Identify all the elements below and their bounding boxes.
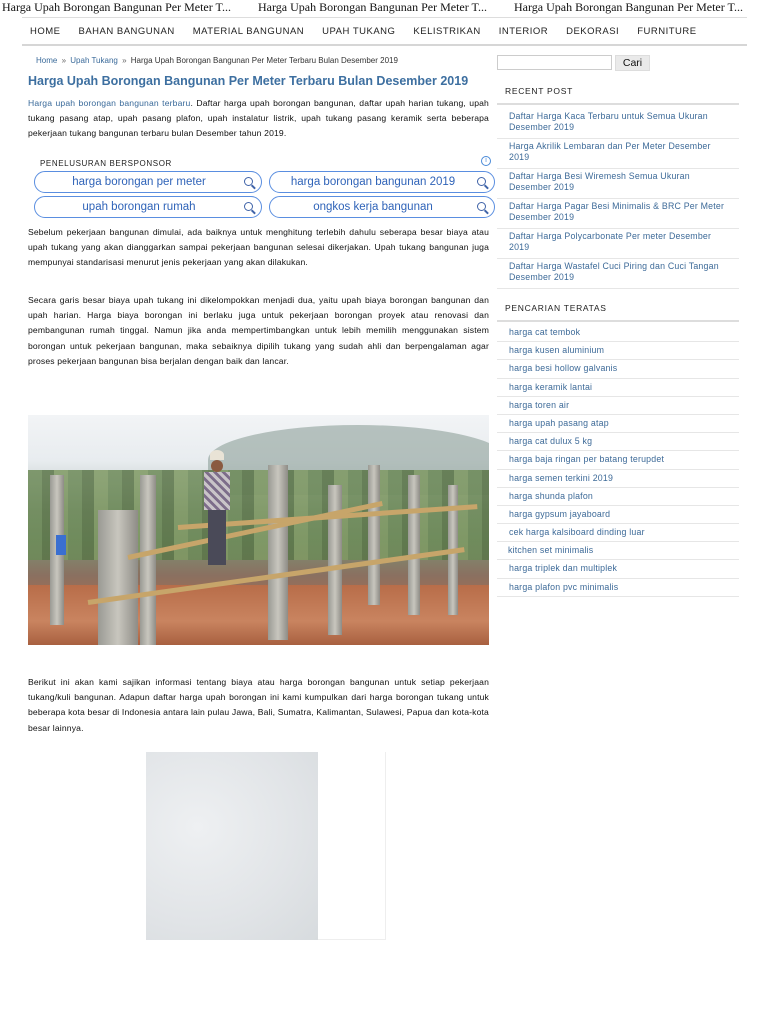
recent-post-link[interactable]: Harga Akrilik Lembaran dan Per Meter Desember 2019 (497, 139, 739, 169)
search-icon (244, 177, 253, 186)
nav-home[interactable]: HOME (30, 25, 61, 37)
breadcrumb-category[interactable]: Upah Tukang (70, 56, 118, 65)
top-search-list (497, 324, 739, 597)
breadcrumb-separator: » (61, 56, 67, 65)
article-paragraph: Secara garis besar biaya upah tukang ini dikelompokkan menjadi dua, yaitu upah biaya borongan bangunan dan upah harian. Harga biaya borongan ini berlaku juga untuk pekerjaan borongan proyek atau renovasi dan pembangunan rumah tinggal. Namun jika anda mempertimbangkan untuk lebih memilih menggunakan sistem borongan untuk pekerjaan bangunan, maka sebaiknya dipilih tukang yang sudah ahli dan berpengalaman agar proses pekerjaan bangunan bisa berjalan dengan baik dan lancar. (28, 295, 489, 366)
sponsored-chip[interactable] (34, 171, 262, 193)
breadcrumb-current: Harga Upah Borongan Bangunan Per Meter Terbaru Bulan Desember 2019 (130, 56, 398, 65)
nav-upah-tukang[interactable]: UPAH TUKANG (322, 25, 396, 37)
nav-material-bangunan[interactable]: MATERIAL BANGUNAN (192, 25, 305, 37)
recent-post-list (497, 109, 739, 289)
top-search-link[interactable]: harga shunda plafon (497, 488, 739, 506)
top-search-link[interactable]: harga gypsum jayaboard (497, 506, 739, 524)
nav-interior[interactable]: INTERIOR (498, 25, 549, 37)
top-search-link[interactable]: harga toren air (497, 397, 739, 415)
sponsored-chip[interactable] (269, 196, 495, 218)
chip-label: ongkos kerja bangunan (313, 201, 433, 213)
intro-text: . Daftar harga upah borongan bangunan, daftar upah harian tukang, upah tukang pasang atap, upah pasang plafon, upah instalatur listrik, upah tukang pasang keramik serta beberapa pekerjaan tukang bangunan terbaru bulan Desember tahun 2019. (28, 98, 489, 139)
search-icon (244, 202, 253, 211)
intro-link[interactable]: Harga upah borongan bangunan terbaru (28, 98, 191, 108)
nav-kelistrikan[interactable]: KELISTRIKAN (413, 25, 481, 37)
top-search-link[interactable]: cek harga kalsiboard dinding luar (497, 524, 739, 542)
article-paragraph: Sebelum pekerjaan bangunan dimulai, ada baiknya untuk menghitung terlebih dahulu seberapa besar biaya atau upah tukang yang akan dianggarkan sampai pekerjaan bangunan selesai dikerjakan. Upah tukang bangunan juga mempunyai standarisasi menurut jenis pekerjaan yang akan dilakukan. (28, 227, 489, 268)
search-input[interactable] (497, 55, 612, 70)
top-search-link[interactable]: kitchen set minimalis (497, 542, 739, 560)
recent-post-link[interactable]: Daftar Harga Wastafel Cuci Piring dan Cuci Tangan Desember 2019 (497, 259, 739, 289)
browser-tab[interactable]: Harga Upah Borongan Bangunan Per Meter T... (258, 0, 487, 14)
article-paragraph: Berikut ini akan kami sajikan informasi tentang biaya atau harga borongan bangunan untuk setiap pekerjaan tukang/kuli bangunan. Adapun daftar harga upah borongan ini kami kumpulkan dari harga borongan tukang untuk beberapa kota besar di Indonesia antara lain pulau Jawa, Bali, Sumatra, Kalimantan, Sulawesi, Papua dan kota-kota besar lainnya. (28, 677, 489, 733)
top-search-link[interactable]: harga cat dulux 5 kg (497, 433, 739, 451)
chip-label: harga borongan bangunan 2019 (290, 176, 456, 188)
recent-post-link[interactable]: Daftar Harga Besi Wiremesh Semua Ukuran Desember 2019 (497, 169, 739, 199)
search-icon (477, 202, 486, 211)
breadcrumb (36, 56, 398, 65)
top-search-link[interactable]: harga semen terkini 2019 (497, 470, 739, 488)
article-image (146, 752, 386, 940)
sponsored-chip[interactable] (34, 196, 262, 218)
top-search-link[interactable]: harga baja ringan per batang terupdet (497, 451, 739, 469)
top-search-heading: PENCARIAN TERATAS (497, 303, 739, 322)
top-search-link[interactable]: harga cat tembok (497, 324, 739, 342)
top-search-link[interactable]: harga upah pasang atap (497, 415, 739, 433)
search-icon (477, 177, 486, 186)
chip-label: harga borongan per meter (72, 176, 206, 188)
recent-post-heading: RECENT POST (497, 86, 739, 105)
nav-dekorasi[interactable]: DEKORASI (566, 25, 620, 37)
browser-tab[interactable]: Harga Upah Borongan Bangunan Per Meter T... (514, 0, 743, 14)
browser-tab[interactable]: Harga Upah Borongan Bangunan Per Meter T... (2, 0, 231, 14)
construction-photo (28, 415, 489, 645)
chip-label: upah borongan rumah (82, 201, 196, 213)
info-icon[interactable]: i (481, 156, 491, 166)
top-search-link[interactable]: harga plafon pvc minimalis (497, 579, 739, 597)
main-nav (22, 17, 747, 46)
sponsored-label: PENELUSURAN BERSPONSOR (40, 159, 172, 168)
nav-furniture[interactable]: FURNITURE (637, 25, 697, 37)
breadcrumb-home[interactable]: Home (36, 56, 58, 65)
breadcrumb-separator: » (122, 56, 127, 65)
recent-post-link[interactable]: Daftar Harga Polycarbonate Per meter Desember 2019 (497, 229, 739, 259)
recent-post-link[interactable]: Daftar Harga Pagar Besi Minimalis & BRC Per Meter Desember 2019 (497, 199, 739, 229)
sponsored-chip[interactable] (269, 171, 495, 193)
article-intro (28, 96, 489, 142)
top-search-link[interactable]: harga kusen aluminium (497, 342, 739, 360)
page-title: Harga Upah Borongan Bangunan Per Meter Terbaru Bulan Desember 2019 (28, 74, 469, 88)
search-button[interactable]: Cari (615, 55, 650, 71)
tab-strip (0, 0, 768, 16)
recent-post-link[interactable]: Daftar Harga Kaca Terbaru untuk Semua Ukuran Desember 2019 (497, 109, 739, 139)
top-search-link[interactable]: harga keramik lantai (497, 379, 739, 397)
top-search-link[interactable]: harga triplek dan multiplek (497, 560, 739, 578)
top-search-link[interactable]: harga besi hollow galvanis (497, 360, 739, 378)
nav-bahan-bangunan[interactable]: BAHAN BANGUNAN (78, 25, 175, 37)
